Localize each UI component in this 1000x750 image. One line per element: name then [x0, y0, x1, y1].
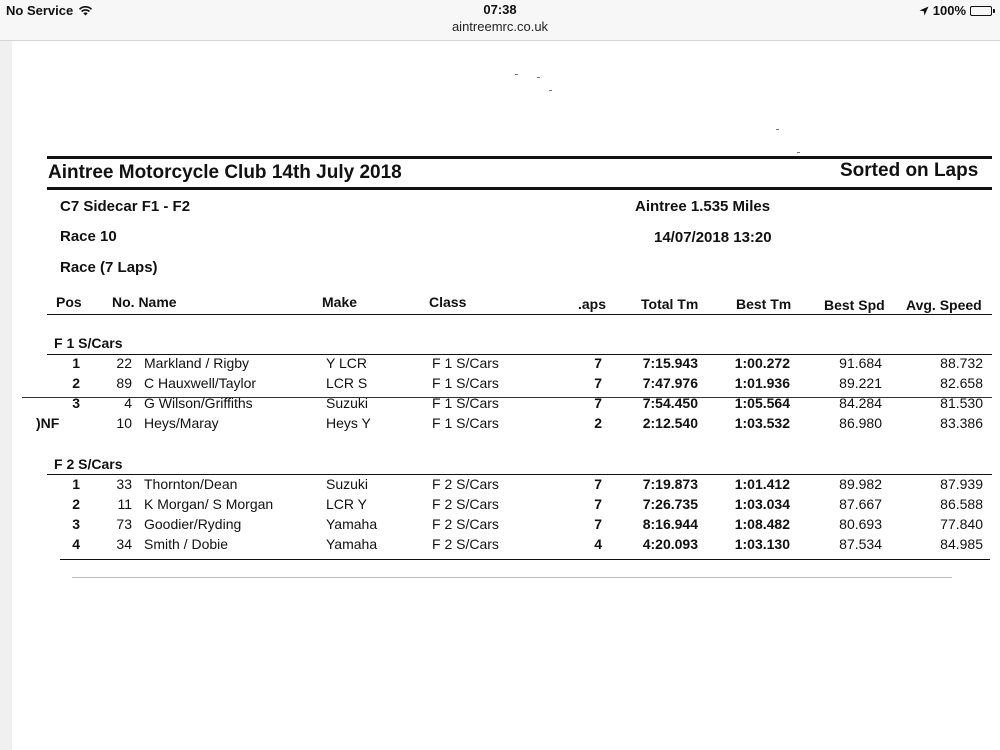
row-pos: 3	[72, 516, 80, 532]
col-avg-speed: Avg. Speed	[906, 297, 982, 313]
row-class: F 1 S/Cars	[432, 375, 499, 391]
row-class: F 2 S/Cars	[432, 536, 499, 552]
status-center	[0, 2, 1000, 36]
group-rule-f2	[47, 474, 992, 475]
row-total-time: 7:19.873	[642, 476, 698, 492]
row-best-time: 1:08.482	[734, 516, 790, 532]
row-avg-speed: 81.530	[940, 395, 983, 411]
row-total-time: 7:47.976	[642, 375, 698, 391]
row-laps: 7	[594, 375, 602, 391]
row-make: Y LCR	[326, 355, 367, 371]
table-row	[12, 536, 1000, 556]
header-rule	[47, 314, 992, 315]
row-name: C Hauxwell/Taylor	[144, 375, 257, 391]
group-label-f1: F 1 S/Cars	[54, 335, 123, 351]
row-avg-speed: 86.588	[940, 496, 983, 512]
row-name: Heys/Maray	[144, 415, 219, 431]
row-avg-speed: 77.840	[940, 516, 983, 532]
row-best-time: 1:03.532	[734, 415, 790, 431]
row-avg-speed: 87.939	[940, 476, 983, 492]
row-best-time: 1:05.564	[734, 395, 790, 411]
scan-speck	[537, 77, 540, 78]
row-class: F 2 S/Cars	[432, 476, 499, 492]
row-total-time: 7:15.943	[642, 355, 698, 371]
row-total-time: 2:12.540	[642, 415, 698, 431]
row-class: F 2 S/Cars	[432, 516, 499, 532]
row-make: LCR Y	[326, 496, 367, 512]
col-make: Make	[322, 294, 358, 310]
report-title: Aintree Motorcycle Club 14th July 2018	[48, 162, 402, 183]
results-page[interactable]	[12, 41, 1000, 750]
row-laps: 4	[594, 536, 602, 552]
row-number: 4	[124, 395, 132, 411]
row-best-speed: 89.982	[839, 476, 882, 492]
circuit-info: Aintree 1.535 Miles	[635, 198, 771, 215]
col-class: Class	[429, 294, 467, 310]
row-laps: 2	[594, 415, 602, 431]
row-class: F 1 S/Cars	[432, 355, 499, 371]
status-bar	[0, 0, 1000, 41]
row-number: 22	[116, 355, 132, 371]
row-number: 33	[116, 476, 132, 492]
col-no-name: No. Name	[112, 294, 177, 310]
scan-speck	[797, 152, 800, 153]
race-detail: Race (7 Laps)	[60, 259, 158, 276]
faint-rule	[72, 577, 952, 578]
table-row	[12, 395, 1000, 415]
table-bottom-rule	[60, 559, 990, 560]
row-best-time: 1:03.130	[734, 536, 790, 552]
row-best-speed: 86.980	[839, 415, 882, 431]
table-row	[12, 415, 1000, 435]
row-laps: 7	[594, 355, 602, 371]
table-row	[12, 355, 1000, 375]
row-pos: 4	[72, 536, 80, 552]
row-make: Heys Y	[326, 415, 371, 431]
row-laps: 7	[594, 496, 602, 512]
row-class: F 1 S/Cars	[432, 415, 499, 431]
row-total-time: 4:20.093	[642, 536, 698, 552]
row-pos: 2	[72, 375, 80, 391]
col-total-time: Total Tm	[641, 296, 699, 312]
clock: 07:38	[483, 2, 517, 17]
sort-label: Sorted on Laps	[840, 160, 979, 181]
table-row	[12, 516, 1000, 536]
col-best-time: Best Tm	[736, 296, 792, 312]
race-class: C7 Sidecar F1 - F2	[60, 198, 191, 215]
row-pos: 3	[72, 395, 80, 411]
row-make: Suzuki	[326, 476, 369, 492]
row-name: Goodier/Ryding	[144, 516, 242, 532]
row-number: 89	[116, 375, 132, 391]
row-make: LCR S	[326, 375, 368, 391]
row-best-speed: 87.667	[839, 496, 882, 512]
row-laps: 7	[594, 395, 602, 411]
row-number: 73	[116, 516, 132, 532]
col-pos: Pos	[56, 294, 82, 310]
row-name: K Morgan/ S Morgan	[144, 496, 274, 512]
col-laps: .aps	[578, 296, 607, 312]
row-avg-speed: 88.732	[940, 355, 983, 371]
row-make: Suzuki	[326, 395, 369, 411]
table-row	[12, 496, 1000, 516]
row-pos: )NF	[36, 415, 60, 431]
row-avg-speed: 84.985	[940, 536, 983, 552]
scan-speck	[515, 74, 518, 75]
row-name: G Wilson/Griffiths	[144, 395, 253, 411]
row-total-time: 7:26.735	[642, 496, 698, 512]
scan-speck	[549, 90, 552, 91]
row-make: Yamaha	[326, 516, 378, 532]
race-datetime: 14/07/2018 13:20	[654, 229, 772, 246]
row-pos: 1	[72, 355, 80, 371]
row-make: Yamaha	[326, 536, 378, 552]
row-laps: 7	[594, 516, 602, 532]
results-document	[12, 41, 1000, 750]
row-best-time: 1:01.936	[734, 375, 790, 391]
row-name: Thornton/Dean	[144, 476, 238, 492]
row-class: F 1 S/Cars	[432, 395, 499, 411]
row-best-speed: 91.684	[839, 355, 882, 371]
row-best-speed: 89.221	[839, 375, 882, 391]
row-best-time: 1:01.412	[734, 476, 790, 492]
row-number: 11	[117, 496, 132, 512]
address-bar-url[interactable]: aintreemrc.co.uk	[451, 19, 549, 34]
col-best-speed: Best Spd	[824, 297, 885, 313]
table-row	[12, 375, 1000, 395]
row-name: Markland / Rigby	[144, 355, 250, 371]
row-best-time: 1:03.034	[734, 496, 790, 512]
carrier-label: No Service	[6, 3, 74, 18]
row-total-time: 8:16.944	[642, 516, 698, 532]
row-number: 34	[116, 536, 132, 552]
row-laps: 7	[594, 476, 602, 492]
row-avg-speed: 83.386	[940, 415, 983, 431]
row-pos: 1	[72, 476, 80, 492]
race-number: Race 10	[60, 228, 117, 245]
row-best-speed: 84.284	[839, 395, 882, 411]
row-name: Smith / Dobie	[144, 536, 229, 552]
location-arrow-icon	[919, 6, 929, 16]
row-avg-speed: 82.658	[940, 375, 983, 391]
group-label-f2: F 2 S/Cars	[54, 456, 123, 472]
title-bottom-rule	[47, 187, 992, 190]
row-total-time: 7:54.450	[642, 395, 698, 411]
title-top-rule	[47, 156, 992, 159]
status-right	[919, 3, 992, 18]
row-number: 10	[116, 415, 132, 431]
battery-percent: 100%	[932, 3, 966, 18]
row-best-time: 1:00.272	[734, 355, 790, 371]
row-pos: 2	[72, 496, 80, 512]
scan-speck	[776, 129, 779, 130]
battery-icon	[970, 6, 992, 16]
row-best-speed: 87.534	[839, 536, 882, 552]
table-row	[12, 476, 1000, 496]
row-class: F 2 S/Cars	[432, 496, 499, 512]
row-best-speed: 80.693	[839, 516, 882, 532]
